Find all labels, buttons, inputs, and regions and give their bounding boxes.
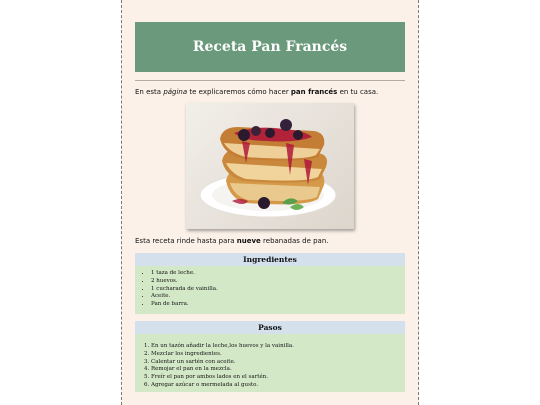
divider [135,80,405,81]
recipe-page [121,0,419,405]
steps-header [135,321,405,334]
steps-heading: Pasos [258,323,282,332]
yield-strong: nueve [236,237,261,245]
intro-text-3: en tu casa. [337,88,379,96]
list-item: • Aceite. [151,293,405,301]
french-toast-photo [186,103,354,229]
steps-section [135,321,405,392]
list-item: 3. Calentar un sartén con aceite. [151,359,405,367]
steps-list [135,334,405,390]
ingredients-header [135,253,405,266]
list-item: 1. En un tazón añadir la leche,los huevos y la vainilla. [151,343,405,351]
page-title: Receta Pan Francés [192,39,348,55]
french-toast-image [186,103,354,229]
title-banner [135,22,405,72]
list-item: 2. Mezclar los ingredientes. [151,351,405,359]
list-item: 6. Agregar azúcar o mermelada al gusto. [151,382,405,390]
ingredients-heading: Ingredientes [243,255,297,264]
list-item: • 2 huevos. [151,278,405,286]
list-item: 4. Remojar el pan en la mezcla. [151,366,405,374]
list-item: • 1 taza de leche. [151,270,405,278]
yield-text-1: Esta receta rinde hasta para [135,237,237,245]
list-item: • Pan de barra. [151,301,405,309]
ingredients-list [135,266,405,309]
intro-text-1: En esta [135,88,164,96]
list-item: • 1 cucharada de vainilla. [151,286,405,294]
yield-text-2: rebanadas de pan. [260,237,329,245]
intro-text-2: te explicaremos cómo hacer [187,88,291,96]
ingredients-section [135,253,405,314]
intro-paragraph [135,87,405,97]
yield-paragraph [135,236,405,246]
intro-strong: pan francés [290,88,338,96]
list-item: 5. Freír el pan por ambos lados en el sartén. [151,374,405,382]
intro-emphasis: página [163,88,188,96]
